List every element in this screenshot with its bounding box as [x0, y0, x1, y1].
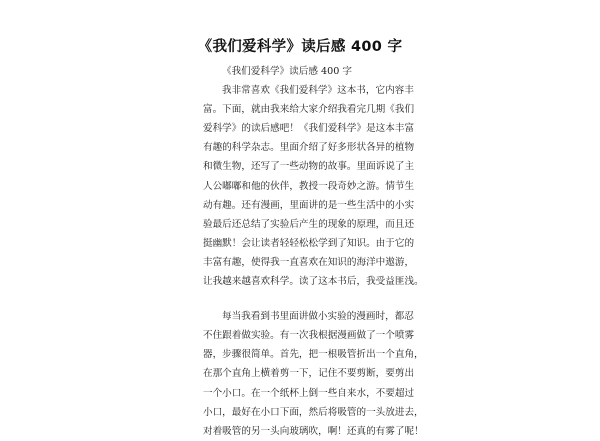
text-line: 人公嘟嘟和他的伙伴，教授一段奇妙之游。情节生 — [203, 180, 415, 192]
text-line: 验最后还总结了实验后产生的现象的原理，而且还 — [203, 218, 415, 230]
paragraph — [203, 62, 413, 81]
text-line: 器，步骤很简单。首先，把一根吸管折出一个直角， — [203, 349, 424, 361]
text-line: 不住跟着做实验。有一次我根据漫画做了一个喷雾 — [203, 330, 415, 342]
text-line: 动有趣。还有漫画，里面讲的是一些生活中的小实 — [203, 199, 415, 211]
text-line: 有趣的科学杂志。里面介绍了好多形状各异的植物 — [203, 142, 415, 154]
document-body — [203, 62, 424, 441]
paragraph — [203, 81, 424, 291]
text-line: 《我们爱科学》读后感 400 字 — [222, 66, 352, 77]
text-line: 一个小口。在一个纸杯上倒一些自来水，不要超过 — [203, 387, 415, 399]
text-line: 每当我看到书里面讲做小实验的漫画时，都忍 — [222, 311, 414, 323]
paragraph — [203, 307, 424, 441]
document-title: 《我们爱科学》读后感 400 字 — [197, 39, 403, 55]
text-line: 我非常喜欢《我们爱科学》这本书，它内容丰 — [222, 85, 414, 97]
text-line: 在那个直角上横着剪一下，记住不要剪断，要剪出 — [203, 368, 415, 380]
text-line: 富。下面，就由我来给大家介绍我看完几期《我们 — [203, 104, 415, 116]
text-line: 挺幽默！会让读者轻轻松松学到了知识。由于它的 — [203, 237, 415, 249]
text-line: 对着吸管的另一头向玻璃吹，啊！还真的有雾了呢！ — [203, 425, 424, 437]
text-line: 丰富有趣，使得我一直喜欢在知识的海洋中遨游， — [203, 256, 415, 268]
text-line: 爱科学》的读后感吧！《我们爱科学》是这本丰富 — [203, 123, 415, 135]
text-line: 和微生物，还写了一些动物的故事。里面诉说了主 — [203, 161, 415, 173]
text-line: 小口，最好在小口下面，然后将吸管的一头放进去， — [203, 406, 424, 418]
paragraph-gap — [203, 291, 413, 307]
text-line: 让我越来越喜欢科学。读了这本书后，我受益匪浅。 — [203, 276, 424, 288]
